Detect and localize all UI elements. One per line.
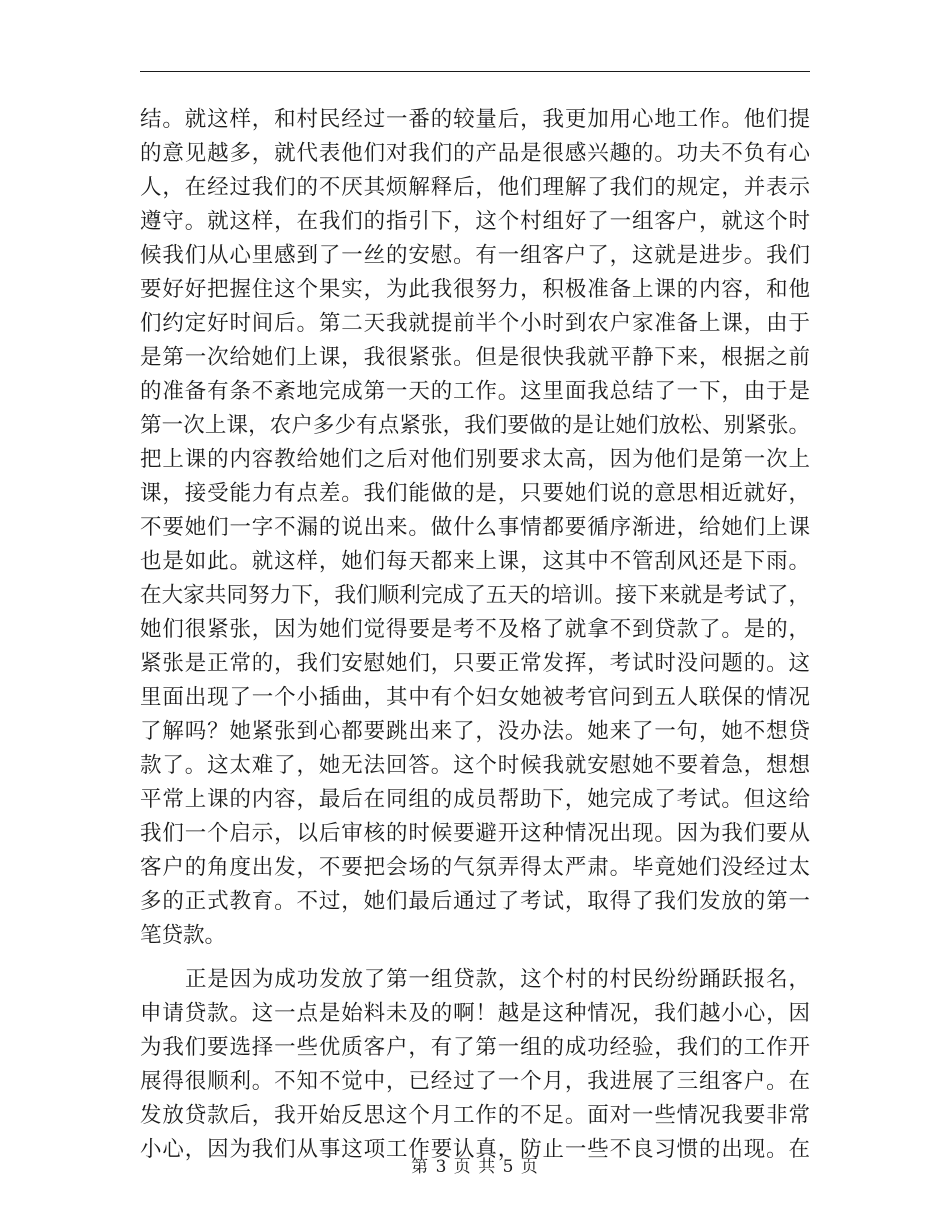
text-line: 笔贷款。 (140, 923, 227, 948)
text-line: 她们很紧张，因为她们觉得要是考不及格了就拿不到贷款了。是的， (140, 617, 810, 642)
text-line: 小心，因为我们从事这项工作要认真，防止一些不良习惯的出现。在 (140, 1137, 810, 1162)
text-line: 不要她们一字不漏的说出来。做什么事情都要循序渐进，给她们上课 (140, 515, 810, 540)
text-line: 第一次上课，农户多少有点紧张，我们要做的是让她们放松、别紧张。 (140, 413, 810, 438)
text-line: 客户的角度出发，不要把会场的气氛弄得太严肃。毕竟她们没经过太 (140, 855, 810, 880)
text-line: 把上课的内容教给她们之后对他们别要求太高，因为他们是第一次上 (140, 447, 810, 472)
text-line: 展得很顺利。不知不觉中，已经过了一个月，我进展了三组客户。在 (140, 1069, 810, 1094)
text-line: 紧张是正常的，我们安慰她们，只要正常发挥，考试时没问题的。这 (140, 651, 810, 676)
document-body (140, 103, 810, 1167)
text-line: 多的正式教育。不过，她们最后通过了考试，取得了我们发放的第一 (140, 889, 810, 914)
text-line: 款了。这太难了，她无法回答。这个时候我就安慰她不要着急，想想 (140, 753, 810, 778)
header-rule (140, 71, 810, 72)
text-line: 正是因为成功发放了第一组贷款，这个村的村民纷纷踊跃报名， (185, 967, 810, 992)
text-line: 也是如此。就这样，她们每天都来上课，这其中不管刮风还是下雨。 (140, 549, 810, 574)
paragraph-2 (140, 963, 810, 1167)
text-line: 的意见越多，就代表他们对我们的产品是很感兴趣的。功夫不负有心 (140, 141, 810, 166)
text-line: 是第一次给她们上课，我很紧张。但是很快我就平静下来，根据之前 (140, 345, 810, 370)
text-line: 我们一个启示，以后审核的时候要避开这种情况出现。因为我们要从 (140, 821, 810, 846)
text-line: 平常上课的内容，最后在同组的成员帮助下，她完成了考试。但这给 (140, 787, 810, 812)
text-line: 人，在经过我们的不厌其烦解释后，他们理解了我们的规定，并表示 (140, 175, 810, 200)
text-line: 们约定好时间后。第二天我就提前半个小时到农户家准备上课，由于 (140, 311, 810, 336)
text-line: 在大家共同努力下，我们顺利完成了五天的培训。接下来就是考试了， (140, 583, 810, 608)
paragraph-gap (140, 953, 810, 963)
text-line: 候我们从心里感到了一丝的安慰。有一组客户了，这就是进步。我们 (140, 243, 810, 268)
text-line: 里面出现了一个小插曲，其中有个妇女她被考官问到五人联保的情况 (140, 685, 810, 710)
text-line: 发放贷款后，我开始反思这个月工作的不足。面对一些情况我要非常 (140, 1103, 810, 1128)
paragraph-1 (140, 103, 810, 953)
text-line: 的准备有条不紊地完成第一天的工作。这里面我总结了一下，由于是 (140, 379, 810, 404)
text-line: 课，接受能力有点差。我们能做的是，只要她们说的意思相近就好， (140, 481, 810, 506)
page-number-footer: 第 3 页 共 5 页 (411, 1157, 539, 1177)
text-line: 了解吗？她紧张到心都要跳出来了，没办法。她来了一句，她不想贷 (140, 719, 810, 744)
text-line: 要好好把握住这个果实，为此我很努力，积极准备上课的内容，和他 (140, 277, 810, 302)
text-line: 遵守。就这样，在我们的指引下，这个村组好了一组客户，就这个时 (140, 209, 810, 234)
text-line: 为我们要选择一些优质客户，有了第一组的成功经验，我们的工作开 (140, 1035, 810, 1060)
text-line: 结。就这样，和村民经过一番的较量后，我更加用心地工作。他们提 (140, 107, 810, 132)
text-line: 申请贷款。这一点是始料未及的啊！越是这种情况，我们越小心，因 (140, 1001, 810, 1026)
